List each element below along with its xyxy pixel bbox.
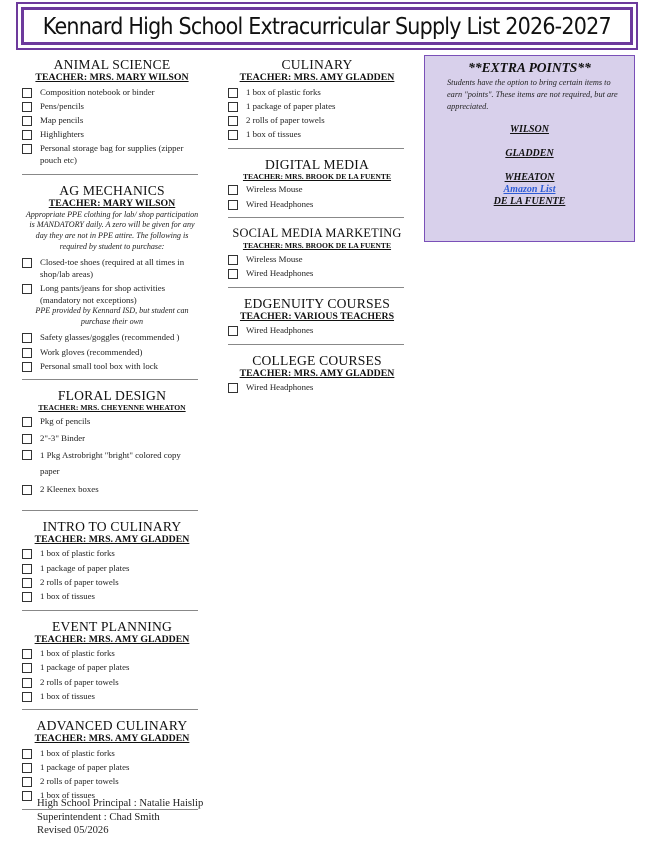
item-label: Wireless Mouse — [246, 253, 303, 264]
item-label: Long pants/jeans for shop activities (mandatory not exceptions) — [40, 283, 166, 305]
section-teacher: TEACHER: MRS. BROOK DE LA FUENTE — [242, 241, 392, 251]
list-item — [22, 648, 202, 660]
footer — [37, 797, 203, 838]
item-label: Highlighters — [40, 129, 84, 140]
section-divider — [22, 510, 198, 511]
checkbox[interactable] — [22, 564, 32, 574]
item-label: Wireless Mouse — [246, 184, 303, 195]
extra-points-wheaton: WHEATON — [504, 172, 555, 184]
title-border — [16, 2, 638, 50]
section-title: EDGENUITY COURSES — [243, 295, 390, 311]
section-ag-mechanics — [22, 183, 202, 389]
item-label: 1 box of plastic forks — [40, 747, 115, 758]
section-note: Appropriate PPE clothing for lab/ shop participation is MANDATORY daily. A zero will be given for any day they are not in PPE attire. The following is required by student to purchase: — [25, 209, 199, 251]
checkbox[interactable] — [22, 258, 32, 268]
section-title: COLLEGE COURSES — [252, 352, 382, 368]
section-title: CULINARY — [281, 57, 353, 72]
item-label: 1 Pkg Astrobright "bright" colored copy paper — [40, 450, 181, 477]
checkbox[interactable] — [228, 102, 238, 112]
section-title: AG MECHANICS — [59, 182, 165, 198]
checkbox[interactable] — [22, 649, 32, 659]
section-teacher: TEACHER: MRS. AMY GLADDEN — [34, 533, 190, 545]
extra-points-gladden: GLADDEN — [505, 148, 554, 160]
extra-points-de-la-fuente: DE LA FUENTE — [493, 196, 566, 208]
checkbox[interactable] — [22, 88, 32, 98]
item-label: 2 rolls of paper towels — [40, 576, 119, 587]
extra-points-title: **EXTRA POINTS** — [468, 60, 591, 75]
title-inner-border — [21, 7, 633, 45]
checkbox[interactable] — [228, 326, 238, 336]
checkbox[interactable] — [22, 434, 32, 444]
list-item — [228, 268, 406, 280]
list-item — [22, 449, 202, 479]
extra-points-wilson: WILSON — [510, 124, 549, 136]
section-teacher: TEACHER: MARY WILSON — [48, 197, 176, 209]
item-label: Work gloves (recommended) — [40, 346, 143, 357]
checkbox[interactable] — [22, 485, 32, 495]
checkbox[interactable] — [22, 763, 32, 773]
list-item — [22, 591, 202, 603]
extra-points-box — [424, 55, 635, 242]
checkbox[interactable] — [22, 592, 32, 602]
section-title: DIGITAL MEDIA — [264, 156, 370, 172]
list-item — [228, 87, 406, 99]
list-item — [22, 332, 202, 344]
section-title: SOCIAL MEDIA MARKETING — [232, 226, 402, 241]
list-item — [228, 382, 406, 394]
list-item — [22, 87, 202, 99]
checkbox[interactable] — [22, 663, 32, 673]
item-label: Personal small tool box with lock — [40, 360, 159, 371]
item-label: Wired Headphones — [246, 325, 314, 336]
section-divider — [22, 379, 198, 380]
section-culinary — [228, 57, 406, 157]
item-label: 1 box of plastic forks — [40, 548, 115, 559]
checkbox[interactable] — [228, 383, 238, 393]
list-item — [22, 361, 202, 373]
section-title: FLORAL DESIGN — [57, 388, 167, 404]
item-label: 2 rolls of paper towels — [246, 114, 325, 125]
section-teacher: TEACHER: MRS. CHEYENNE WHEATON — [38, 403, 186, 413]
item-label: 1 package of paper plates — [40, 562, 130, 573]
checkbox[interactable] — [22, 130, 32, 140]
section-title: ADVANCED CULINARY — [36, 718, 188, 734]
list-item — [22, 143, 202, 166]
section-divider — [228, 287, 404, 288]
checkbox[interactable] — [228, 88, 238, 98]
list-item — [22, 662, 202, 674]
item-label: Wired Headphones — [246, 198, 314, 209]
item-label: 1 package of paper plates — [40, 762, 130, 773]
item-label: Safety glasses/goggles (recommended ) — [40, 332, 180, 343]
page-title: Kennard High School Extracurricular Supply List 2026-2027 — [42, 12, 612, 40]
section-edgenuity-courses — [228, 296, 406, 353]
footer-revised: Revised 05/2026 — [37, 825, 109, 836]
list-item — [22, 433, 202, 445]
checkbox[interactable] — [22, 692, 32, 702]
list-item — [22, 347, 202, 359]
footer-principal: High School Principal : Natalie Haislip — [37, 798, 204, 809]
list-item — [22, 577, 202, 589]
checkbox[interactable] — [22, 549, 32, 559]
checkbox[interactable] — [22, 749, 32, 759]
list-item — [22, 416, 202, 428]
checkbox[interactable] — [22, 333, 32, 343]
left-column — [22, 57, 202, 818]
list-item — [228, 184, 406, 196]
item-label: Personal storage bag for supplies (zipper pouch etc) — [40, 143, 184, 165]
list-item — [22, 129, 202, 141]
amazon-list-link[interactable]: Amazon List — [503, 184, 556, 196]
item-label: 1 box of tissues — [40, 590, 95, 601]
item-label: Wired Headphones — [246, 267, 314, 278]
section-divider — [228, 344, 404, 345]
list-item — [22, 257, 202, 280]
checkbox[interactable] — [22, 102, 32, 112]
item-label: Wired Headphones — [246, 382, 314, 393]
checkbox[interactable] — [22, 362, 32, 372]
list-item — [22, 101, 202, 113]
section-animal-science — [22, 57, 202, 183]
checkbox[interactable] — [228, 269, 238, 279]
checkbox[interactable] — [22, 578, 32, 588]
item-label: Pkg of pencils — [40, 416, 91, 427]
item-label: 2"-3" Binder — [40, 432, 86, 443]
list-item — [228, 129, 406, 141]
extra-points-description: Students have the option to bring certain items to earn "points". These items are not required, but are appreciated. — [447, 78, 618, 111]
item-label: Map pencils — [40, 114, 84, 125]
item-label: 1 package of paper plates — [246, 100, 336, 111]
section-intro-to-culinary — [22, 519, 202, 619]
list-item — [228, 325, 406, 337]
list-item — [228, 115, 406, 127]
list-item — [22, 283, 202, 306]
checkbox[interactable] — [228, 255, 238, 265]
checkbox[interactable] — [22, 450, 32, 460]
section-title: INTRO TO CULINARY — [42, 518, 182, 534]
item-label: 1 package of paper plates — [40, 662, 130, 673]
section-divider — [22, 174, 198, 175]
section-teacher: TEACHER: VARIOUS TEACHERS — [239, 310, 395, 322]
list-item — [22, 115, 202, 127]
checkbox[interactable] — [22, 678, 32, 688]
checkbox[interactable] — [22, 777, 32, 787]
list-item — [22, 484, 202, 496]
list-item — [22, 548, 202, 560]
section-digital-media — [228, 157, 406, 226]
checkbox[interactable] — [228, 130, 238, 140]
list-item — [22, 776, 202, 788]
checkbox[interactable] — [22, 417, 32, 427]
checkbox[interactable] — [22, 144, 32, 154]
section-college-courses — [228, 353, 406, 398]
section-divider — [22, 610, 198, 611]
section-floral-design — [22, 388, 202, 518]
section-social-media-marketing — [228, 226, 406, 295]
item-label: 2 rolls of paper towels — [40, 776, 119, 787]
checkbox[interactable] — [228, 185, 238, 195]
section-teacher: TEACHER: MRS. AMY GLADDEN — [34, 733, 190, 745]
item-label: 2 rolls of paper towels — [40, 676, 119, 687]
checkbox[interactable] — [22, 348, 32, 358]
checkbox[interactable] — [22, 116, 32, 126]
section-title: ANIMAL SCIENCE — [53, 57, 171, 72]
list-item — [228, 199, 406, 211]
checkbox[interactable] — [228, 116, 238, 126]
section-teacher: TEACHER: MRS. AMY GLADDEN — [239, 72, 395, 83]
section-divider — [22, 709, 198, 710]
list-item — [22, 677, 202, 689]
section-teacher: TEACHER: MRS. AMY GLADDEN — [34, 633, 190, 645]
item-label: Closed-toe shoes (required at all times in shop/lab areas) — [40, 257, 185, 279]
item-label: 1 box of tissues — [246, 129, 301, 140]
item-label: Composition notebook or binder — [40, 86, 155, 97]
item-label: 2 Kleenex boxes — [40, 484, 99, 495]
list-item — [22, 748, 202, 760]
footer-superintendent: Superintendent : Chad Smith — [37, 811, 160, 823]
section-teacher: TEACHER: MRS. MARY WILSON — [35, 72, 189, 83]
middle-column — [228, 57, 406, 398]
section-teacher: TEACHER: MRS. BROOK DE LA FUENTE — [242, 171, 392, 181]
list-item — [22, 563, 202, 575]
item-label: 1 box of plastic forks — [40, 648, 115, 659]
list-item — [228, 254, 406, 266]
checkbox[interactable] — [22, 284, 32, 294]
checkbox[interactable] — [22, 791, 32, 801]
item-label: 1 box of tissues — [40, 790, 95, 801]
section-note: PPE provided by Kennard ISD, but student can purchase their own — [35, 306, 189, 327]
list-item — [22, 691, 202, 703]
item-label: Pens/pencils — [40, 100, 84, 111]
section-event-planning — [22, 619, 202, 719]
section-divider — [228, 148, 404, 149]
item-label: 1 box of tissues — [40, 690, 95, 701]
checkbox[interactable] — [228, 200, 238, 210]
item-label: 1 box of plastic forks — [246, 86, 321, 97]
section-title: EVENT PLANNING — [52, 618, 172, 634]
section-teacher: TEACHER: MRS. AMY GLADDEN — [239, 367, 395, 379]
list-item — [228, 101, 406, 113]
list-item — [22, 762, 202, 774]
section-divider — [228, 217, 404, 218]
